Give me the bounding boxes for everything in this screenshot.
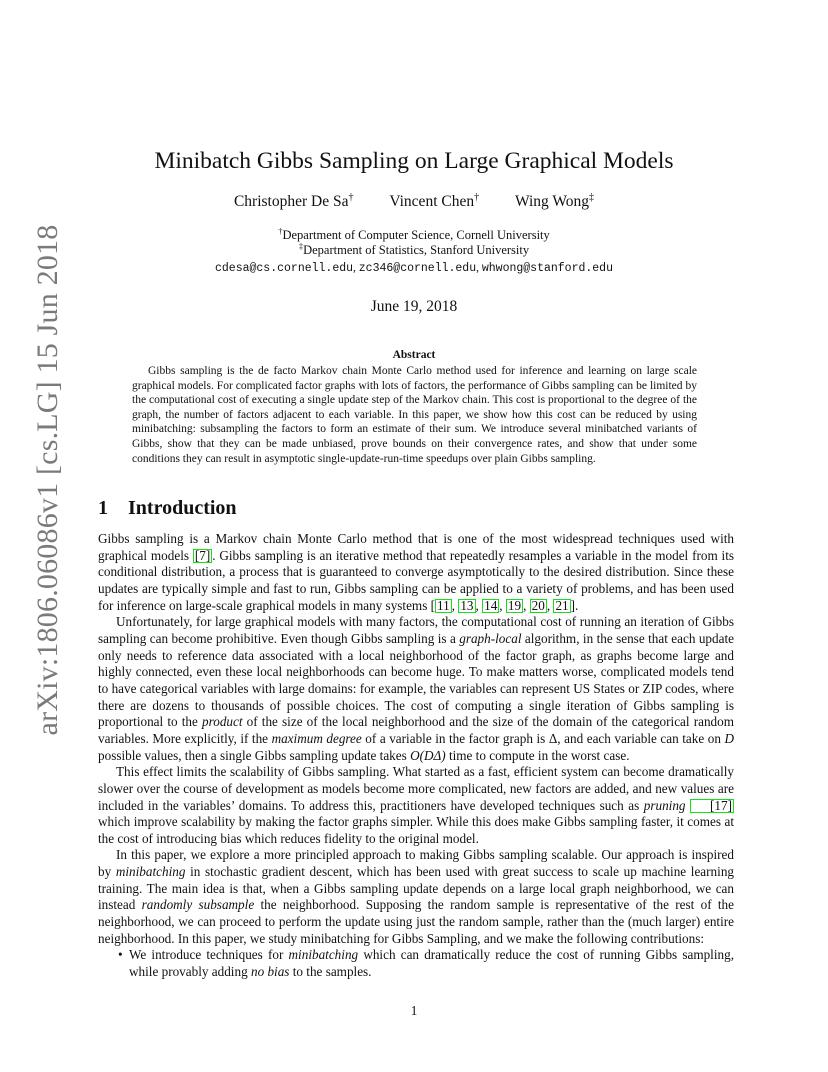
abstract-text: Gibbs sampling is the de facto Markov chain Monte Carlo method used for inference and learning on large scale graphical models. For complicated factor graphs with lots of factors, the performance of Gibbs sampling can be limited by the computational cost of executing a single update step of the Markov chain. This cost is proportional to the degree of the graph, the number of factors adjacent to each variable. In this paper, we show how this cost can be reduced by using minibatching: subsampling the factors to form an estimate of their sum. We introduce several minibatched variants of Gibbs, show that they can be made unbiased, prove bounds on their convergence rates, and show that under some conditions they can result in asymptotic single-update-run-time speedups over plain Gibbs sampling. xyxy=(132,365,697,465)
paragraph: This effect limits the scalability of Gibbs sampling. What started as a fast, efficient system can become dramatically slower over the course of development as models become more complicated, new factors are added, and new values are included in the variables’ domains. To address this, practitioners have developed techniques such as pruning [17] which improve scalability by making the factor graphs simpler. While this does make Gibbs sampling faster, it comes at the cost of introducing bias which reduces fidelity to the original model. xyxy=(98,764,734,846)
author: Christopher De Sa† xyxy=(233,192,354,211)
citation-link[interactable]: 14 xyxy=(484,597,498,613)
author-list xyxy=(0,192,828,211)
author: Wing Wong‡ xyxy=(514,192,595,211)
section-heading: 1 Introduction xyxy=(98,497,237,519)
paper-title: Minibatch Gibbs Sampling on Large Graphical Models xyxy=(154,148,674,174)
citation-link[interactable]: 11 xyxy=(437,597,450,613)
paragraph: Unfortunately, for large graphical models with many factors, the computational cost of running an iteration of Gibbs sampling can become prohibitive. Even though Gibbs sampling is a graph-local algorithm, in the sense that each update only needs to reference data associated with a local neighborhood of the factor graph, as graphs become large and highly connected, even these local neighborhoods can become huge. To make matters worse, complicated models tend to have categorical variables with large domains: for example, the variables can represent US States or ZIP codes, where there are dozens to thousands of possible choices. The cost of computing a single iteration of Gibbs sampling is proportional to the product of the size of the local neighborhood and the size of the domain of the categorical random variables. More explicitly, if the maximum degree of a variable in the factor graph is Δ, and each variable can take on D possible values, then a single Gibbs sampling update takes O(DΔ) time to compute in the worst case. xyxy=(98,614,734,763)
math: O(DΔ) xyxy=(410,747,446,763)
list-item: • We introduce techniques for minibatching which can dramatically reduce the cost of running Gibbs sampling, while provably adding no bias to the samples. xyxy=(118,947,734,979)
bullet-icon: • xyxy=(118,947,123,962)
citation-link[interactable]: 13 xyxy=(460,597,474,613)
citation-link[interactable]: 19 xyxy=(507,597,522,613)
affiliation: ‡Department of Statistics, Stanford University xyxy=(298,241,530,258)
citation-link[interactable]: [17] xyxy=(690,799,734,813)
email-list: cdesa@cs.cornell.edu, zc346@cornell.edu, whwong@stanford.edu xyxy=(215,262,613,275)
author: Vincent Chen† xyxy=(389,192,480,211)
citation-link[interactable]: 20 xyxy=(531,597,545,613)
citation-link[interactable]: [7] xyxy=(194,547,211,563)
email-link[interactable]: whwong@stanford.edu xyxy=(481,262,613,275)
email-link[interactable]: cdesa@cs.cornell.edu xyxy=(215,262,354,275)
email-link[interactable]: zc346@cornell.edu xyxy=(358,262,477,275)
contribution-list xyxy=(98,947,734,980)
body-text xyxy=(98,531,734,947)
abstract-heading: Abstract xyxy=(392,349,436,361)
affiliation: †Department of Computer Science, Cornell University xyxy=(278,226,550,243)
page-number: 1 xyxy=(410,1003,418,1018)
paragraph: Gibbs sampling is a Markov chain Monte Carlo method that is one of the most widespread techniques used with graphical models [7] . Gibbs sampling is an iterative method that repeatedly resamples a variable in the model from its conditional distribution, a process that is guaranteed to converge asymptotically to the desired distribution. Since these updates are typically simple and fast to run, Gibbs sampling can be applied to a variety of problems, and has been used for inference on large-scale graphical models in many systems [ 11 , 13 , 14 , 19 , 20 , 21 ]. xyxy=(98,531,734,613)
paper-date: June 19, 2018 xyxy=(370,298,458,315)
math: D xyxy=(724,730,734,746)
paragraph: In this paper, we explore a more principled approach to making Gibbs sampling scalable. Our approach is inspired by minibatching in stochastic gradient descent, which has been used with great success to scale up machine learning training. The main idea is that, when a Gibbs sampling update depends on a large local graph neighborhood, we can instead randomly subsample the neighborhood. Supposing the random sample is representative of the rest of the neighborhood, we can proceed to perform the update using just the random sample, rather than the (much larger) entire neighborhood. In this paper, we study minibatching for Gibbs Sampling, and we make the following contributions: xyxy=(98,847,735,946)
arxiv-identifier: arXiv:1806.06086v1 [cs.LG] 15 Jun 2018 xyxy=(31,224,64,736)
citation-link[interactable]: 21 xyxy=(555,597,569,613)
